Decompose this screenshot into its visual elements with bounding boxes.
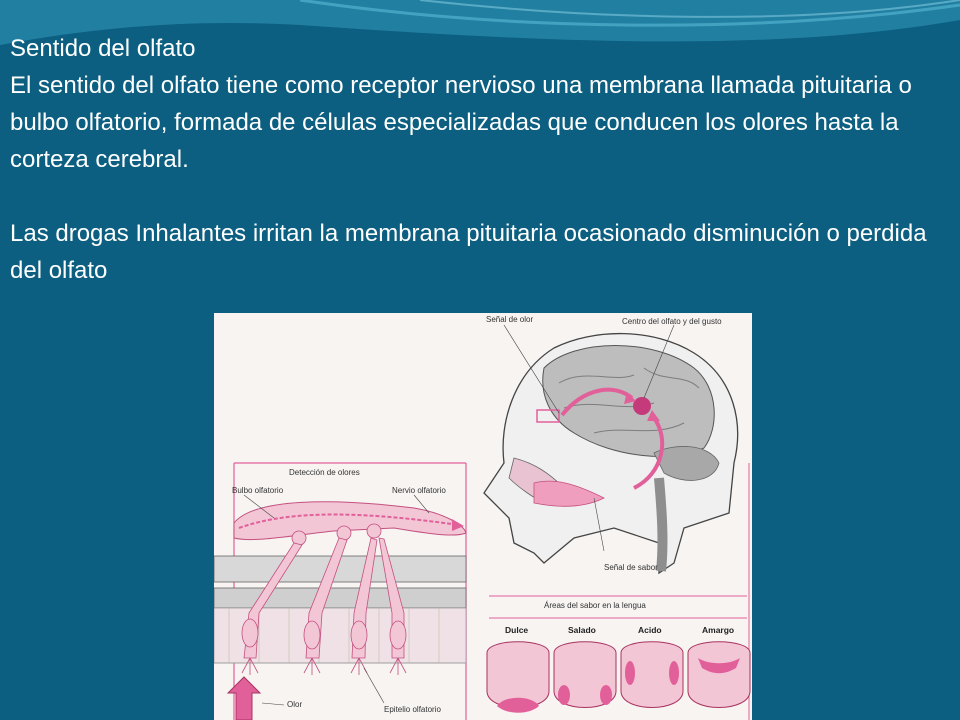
label-dulce: Dulce bbox=[505, 625, 529, 635]
detection-panel bbox=[214, 463, 466, 720]
olfato-diagram bbox=[214, 313, 752, 720]
label-epitelio: Epitelio olfatorio bbox=[384, 705, 441, 714]
paragraph-inhalantes: Las drogas Inhalantes irritan la membrana pituitaria ocasionado disminución o perdida del olfato bbox=[10, 220, 927, 284]
tongue-diagrams bbox=[487, 642, 750, 713]
tongue-acido bbox=[621, 642, 683, 708]
label-salado: Salado bbox=[568, 625, 596, 635]
label-olor: Olor bbox=[287, 700, 303, 709]
label-senal-sabor: Señal de sabor bbox=[604, 563, 658, 572]
slide-text bbox=[10, 30, 955, 289]
head-profile bbox=[484, 325, 738, 573]
label-deteccion: Detección de olores bbox=[289, 468, 360, 477]
label-bulbo: Bulbo olfatorio bbox=[232, 486, 284, 495]
tongue-salado bbox=[554, 642, 616, 708]
label-nervio: Nervio olfatorio bbox=[392, 486, 446, 495]
label-acido: Acido bbox=[638, 625, 662, 635]
label-amargo: Amargo bbox=[702, 625, 735, 635]
tongue-amargo bbox=[688, 642, 750, 708]
label-centro-olfato: Centro del olfato y del gusto bbox=[622, 317, 722, 326]
centro-olfato-marker bbox=[633, 397, 651, 415]
paragraph-olfato: El sentido del olfato tiene como receptor nervioso una membrana llamada pituitaria o bulbo olfatorio, formada de células especializadas que conducen los olores hasta la corteza cerebral. bbox=[10, 72, 912, 173]
label-areas: Áreas del sabor en la lengua bbox=[544, 601, 646, 610]
olor-arrow bbox=[228, 677, 260, 720]
tongue-dulce bbox=[487, 642, 549, 713]
label-senal-olor: Señal de olor bbox=[486, 315, 534, 324]
slide-title: Sentido del olfato bbox=[10, 35, 196, 62]
